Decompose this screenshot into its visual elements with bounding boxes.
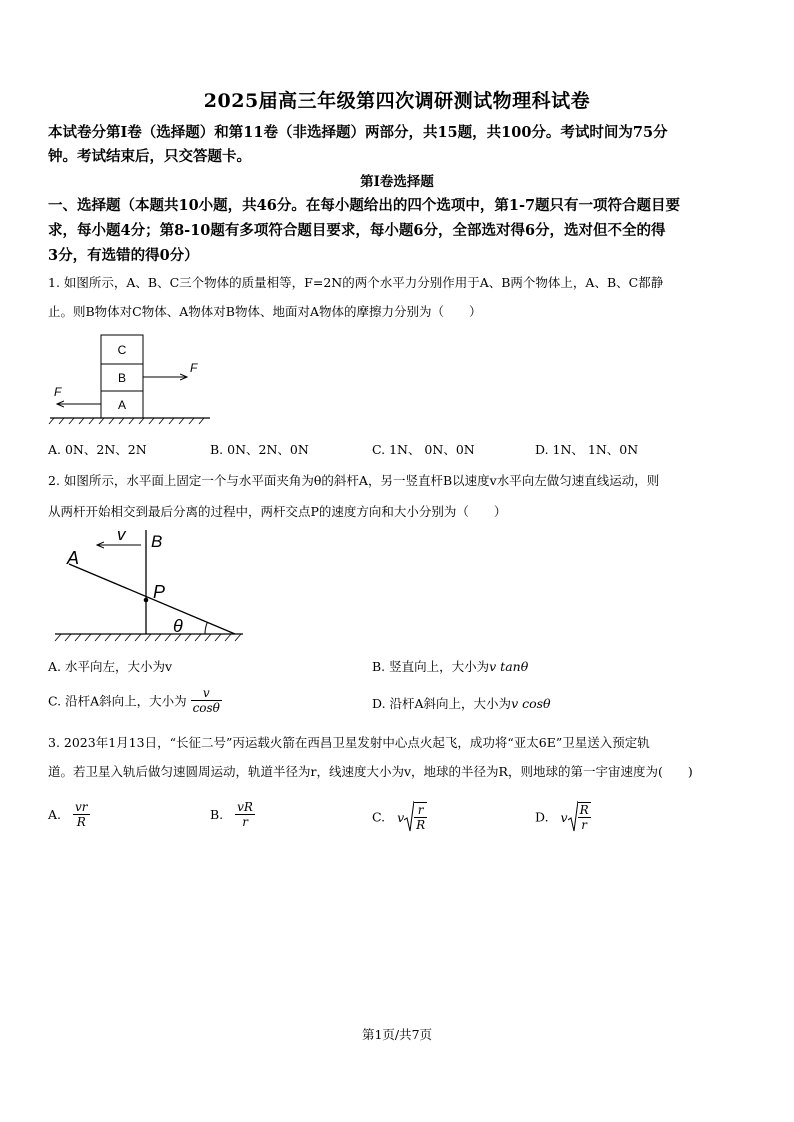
q1-option-a[interactable]: A. 0N、2N、2N bbox=[48, 442, 147, 457]
ground-hatching bbox=[49, 418, 204, 424]
fraction-numerator: vr bbox=[75, 800, 88, 814]
fraction-denominator: R bbox=[76, 815, 86, 829]
part1-instructions-line-3: 3分，有选错的得0分） bbox=[48, 247, 199, 264]
q3-option-d[interactable] bbox=[535, 800, 591, 834]
intro-line-2: 钟。考试结束后，只交答题卡。 bbox=[48, 148, 251, 165]
q1-option-c[interactable]: C. 1N、 0N、0N bbox=[372, 442, 475, 457]
part1-instructions-line-2: 求，每小题4分；第8-10题有多项符合题目要求，每小题6分，全部选对得6分，选对但不全的得 bbox=[48, 222, 666, 239]
q3-option-a-fraction bbox=[73, 800, 90, 829]
fraction-denominator: r bbox=[581, 818, 587, 832]
rod-a-label: A bbox=[67, 548, 80, 568]
q3-option-b[interactable] bbox=[210, 800, 255, 829]
intersection-point-p bbox=[144, 598, 149, 603]
angle-theta-label: θ bbox=[173, 616, 183, 636]
q3-option-b-label: B. bbox=[210, 807, 224, 822]
fraction-numerator: r bbox=[414, 803, 427, 818]
block-a-label: A bbox=[117, 398, 127, 412]
section-title: 第I卷选择题 bbox=[360, 174, 434, 190]
q2-rods-figure bbox=[45, 522, 255, 647]
q3-option-c-label: C. bbox=[372, 809, 386, 825]
page-footer: 第1页/共7页 bbox=[361, 1027, 433, 1042]
q2-option-b-expression: v tanθ bbox=[489, 659, 529, 674]
force-left-label: F bbox=[54, 385, 62, 399]
part1-instructions-line-1: 一、选择题（本题共10小题，共46分。在每小题给出的四个选项中，第1-7题只有一项符合题目要 bbox=[48, 197, 681, 214]
block-b-label: B bbox=[117, 371, 127, 385]
fraction-numerator: R bbox=[579, 803, 589, 817]
q2-option-d[interactable] bbox=[372, 694, 551, 712]
q2-option-d-text: D. 沿杆A斜向上，大小为 bbox=[372, 696, 512, 711]
q3-option-d-fraction bbox=[578, 802, 591, 832]
point-p-label: P bbox=[153, 582, 166, 602]
fraction-denominator: cosθ bbox=[192, 701, 220, 715]
q3-option-d-v: v bbox=[560, 809, 568, 825]
q1-stem-line-1: 1. 如图所示，A、B、C三个物体的质量相等，F=2N的两个水平力分别作用于A、B两个物体上，A、B、C都静 bbox=[48, 275, 664, 290]
fraction-numerator: v bbox=[191, 686, 222, 701]
radical-sign bbox=[404, 800, 414, 834]
q3-option-a-label: A. bbox=[48, 807, 62, 822]
q2-option-b-text: B. 竖直向上，大小为 bbox=[372, 659, 490, 674]
q2-option-d-expression: v cosθ bbox=[511, 696, 551, 711]
q3-stem-line-2: 道。若卫星入轨后做匀速圆周运动，轨道半径为r，线速度大小为v，地球的半径为R，则地球的第一宇宙速度为( ) bbox=[48, 764, 693, 779]
q1-option-b[interactable]: B. 0N、2N、0N bbox=[210, 442, 309, 457]
q2-option-b[interactable] bbox=[372, 657, 528, 675]
q2-option-a[interactable]: A. 水平向左，大小为v bbox=[48, 659, 173, 674]
q3-option-c-v: v bbox=[397, 809, 405, 825]
block-c-label: C bbox=[117, 343, 127, 357]
intro-line-1: 本试卷分第I卷（选择题）和第11卷（非选择题）两部分，共15题，共100分。考试时间为75分 bbox=[48, 124, 668, 141]
q3-option-c[interactable] bbox=[372, 800, 427, 834]
inclined-rod-a bbox=[69, 564, 235, 634]
fraction-denominator: r bbox=[242, 815, 248, 829]
force-right-label: F bbox=[190, 361, 198, 375]
rod-b-label: B bbox=[151, 532, 163, 551]
q2-stem-line-2: 从两杆开始相交到最后分离的过程中，两杆交点P的速度方向和大小分别为（ ） bbox=[48, 504, 507, 519]
q2-option-c[interactable] bbox=[48, 686, 222, 715]
q1-option-d[interactable]: D. 1N、 1N、0N bbox=[535, 442, 639, 457]
q3-stem-line-1: 3. 2023年1月13日，“长征二号”丙运载火箭在西昌卫星发射中心点火起飞，成功将“亚太6E”卫星送入预定轨 bbox=[48, 735, 650, 750]
ground-hatching bbox=[55, 634, 241, 641]
radical-sign bbox=[568, 800, 578, 834]
q3-option-c-fraction bbox=[414, 802, 427, 832]
q3-option-a[interactable] bbox=[48, 800, 90, 829]
q3-option-d-label: D. bbox=[535, 809, 549, 825]
q3-option-b-fraction bbox=[235, 800, 255, 829]
exam-title: 2025届高三年级第四次调研测试物理科试卷 bbox=[203, 90, 591, 112]
q2-option-c-text: C. 沿杆A斜向上，大小为 bbox=[48, 693, 187, 709]
fraction-numerator: vR bbox=[237, 800, 253, 814]
angle-arc bbox=[205, 622, 207, 634]
velocity-label: v bbox=[117, 525, 126, 544]
q1-blocks-figure bbox=[40, 330, 220, 425]
q2-stem-line-1: 2. 如图所示，水平面上固定一个与水平面夹角为θ的斜杆A，另一竖直杆B以速度v水平向左做匀速直线运动，则 bbox=[48, 473, 660, 488]
q1-stem-line-2: 止。则B物体对C物体、A物体对B物体、地面对A物体的摩擦力分别为（ ） bbox=[48, 304, 482, 319]
fraction-denominator: R bbox=[416, 818, 426, 832]
q2-option-c-fraction bbox=[191, 686, 222, 715]
